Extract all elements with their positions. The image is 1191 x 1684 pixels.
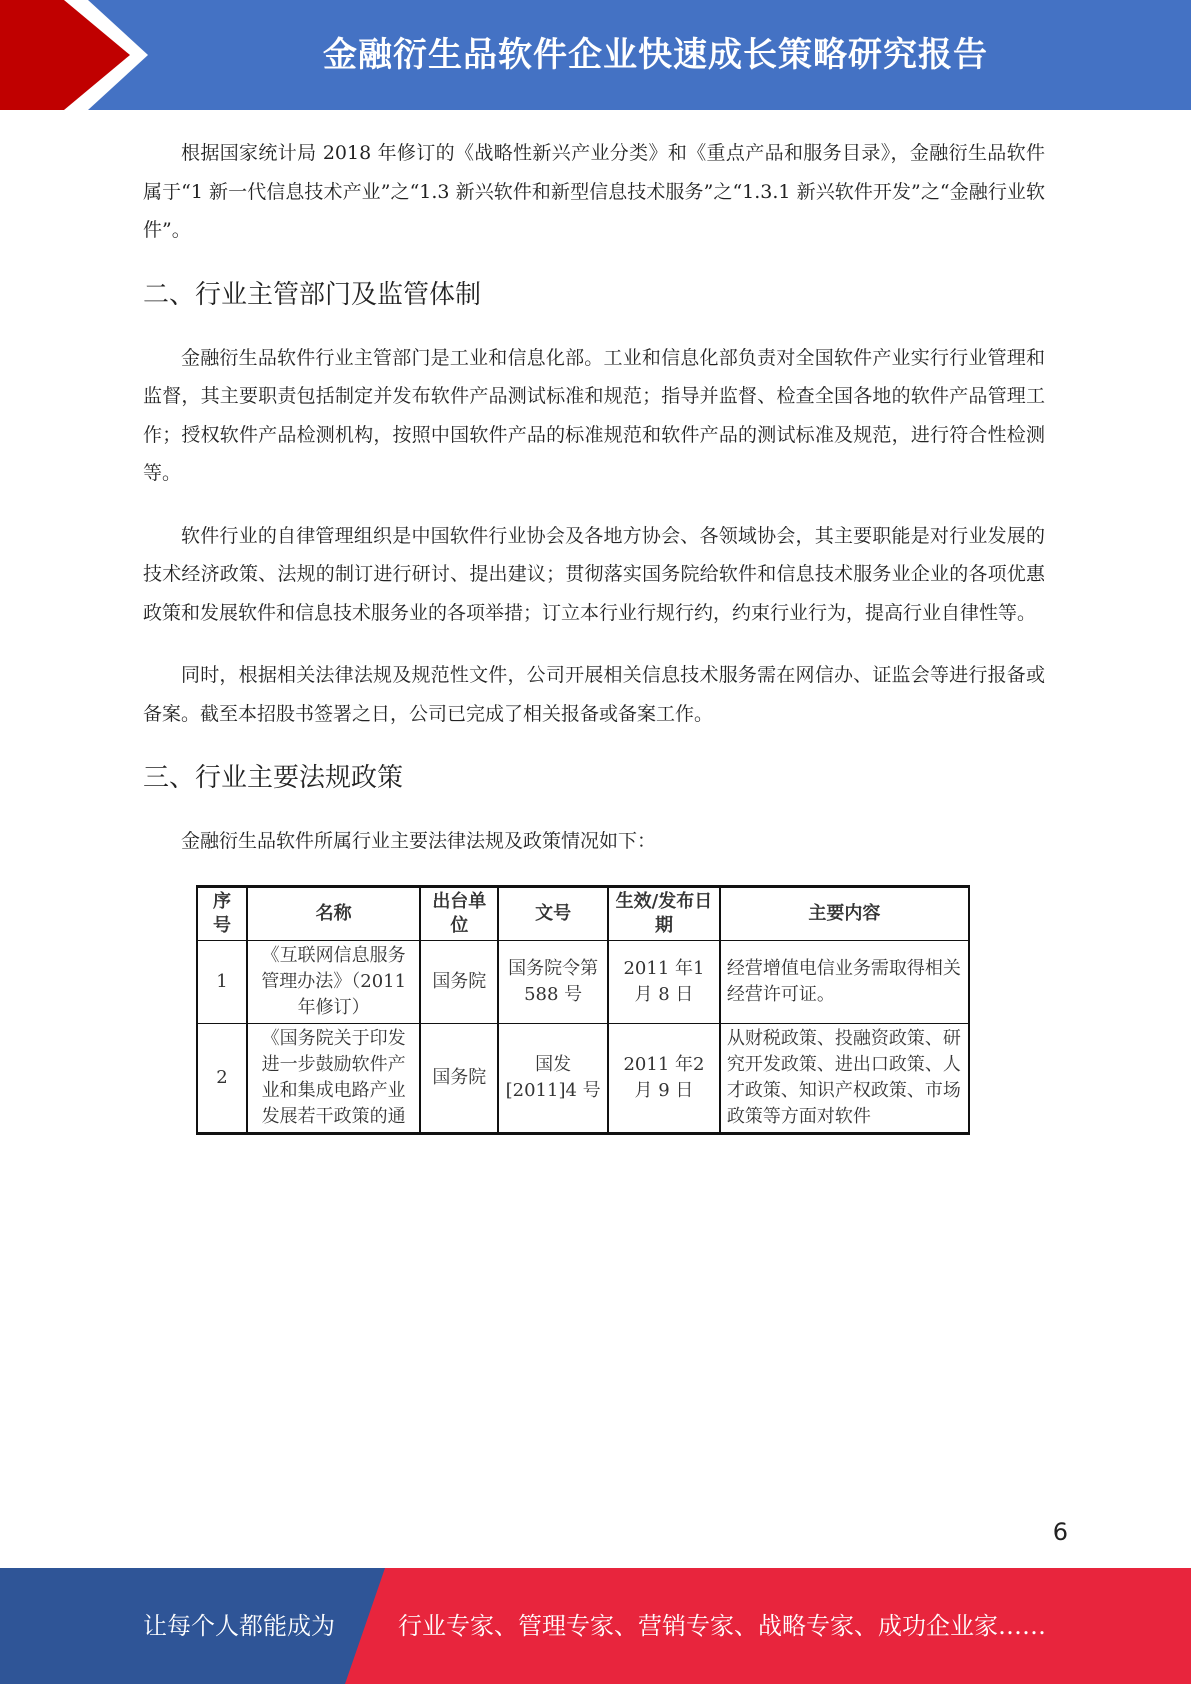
cell-doc-number: 国发[2011]4 号 — [498, 1023, 608, 1133]
page-footer — [0, 1568, 1191, 1684]
section-heading-regulators: 二、行业主管部门及监管体制 — [143, 279, 482, 310]
table-header-row — [197, 886, 969, 940]
header-date: 生效/发布日期 — [608, 886, 720, 940]
main-content — [143, 134, 1045, 1127]
cell-index: 1 — [197, 940, 247, 1023]
cell-date: 2011 年2 月 9 日 — [608, 1023, 720, 1133]
intro-paragraph: 根据国家统计局 2018 年修订的《战略性新兴产业分类》和《重点产品和服务目录》，金融衍生品软件属于“1 新一代信息技术产业”之“1.3 新兴软件和新型信息技术服务”之“1.3.1 新兴软件开发”之“金融行业软件”。 — [143, 142, 1045, 241]
report-title: 金融衍生品软件企业快速成长策略研究报告 — [323, 35, 988, 75]
page-header — [0, 0, 1191, 110]
page-number: 6 — [1052, 1518, 1068, 1546]
policy-table — [196, 885, 970, 1135]
section-heading-policies: 三、行业主要法规政策 — [143, 763, 404, 793]
cell-index: 2 — [197, 1023, 247, 1133]
table-row — [197, 940, 969, 1023]
header-doc-number: 文号 — [498, 886, 608, 940]
cell-issuer: 国务院 — [420, 1023, 498, 1133]
header-index: 序号 — [197, 886, 247, 940]
cell-content: 经营增值电信业务需取得相关经营许可证。 — [720, 940, 969, 1023]
policy-intro: 金融衍生品软件所属行业主要法律法规及政策情况如下： — [181, 830, 657, 852]
cell-name: 《国务院关于印发进一步鼓励软件产业和集成电路产业发展若干政策的通 — [247, 1023, 421, 1133]
paragraph-filing: 同时，根据相关法律法规及规范性文件，公司开展相关信息技术服务需在网信办、证监会等进行报备或备案。截至本招股书签署之日，公司已完成了相关报备或备案工作。 — [143, 664, 1045, 725]
cell-date: 2011 年1 月 8 日 — [608, 940, 720, 1023]
footer-slogan-left: 让每个人都能成为 — [143, 1612, 335, 1640]
cell-content: 从财税政策、投融资政策、研究开发政策、进出口政策、人才政策、知识产权政策、市场政策等方面对软件 — [720, 1023, 969, 1133]
header-content: 主要内容 — [720, 886, 969, 940]
cell-name: 《互联网信息服务管理办法》（2011年修订） — [247, 940, 421, 1023]
cell-issuer: 国务院 — [420, 940, 498, 1023]
table-row — [197, 1023, 969, 1133]
cell-doc-number: 国务院令第 588 号 — [498, 940, 608, 1023]
policy-table-wrapper — [196, 885, 970, 1127]
header-issuer: 出台单位 — [420, 886, 498, 940]
paragraph-self-regulation: 软件行业的自律管理组织是中国软件行业协会及各地方协会、各领域协会，其主要职能是对行业发展的技术经济政策、法规的制订进行研讨、提出建议；贯彻落实国务院给软件和信息技术服务业企业的各项优惠政策和发展软件和信息技术服务业的各项举措；订立本行业行规行约，约束行业行为，提高行业自律性等。 — [143, 524, 1045, 624]
footer-slogan-right: 行业专家、管理专家、营销专家、战略专家、成功企业家…… — [398, 1612, 1046, 1640]
header-name: 名称 — [247, 886, 421, 940]
paragraph-regulator: 金融衍生品软件行业主管部门是工业和信息化部。工业和信息化部负责对全国软件产业实行行业管理和监督，其主要职责包括制定并发布软件产品测试标准和规范；指导并监督、检查全国各地的软件产品管理工作；授权软件产品检测机构，按照中国软件产品的标准规范和软件产品的测试标准及规范，进行符合性检测等。 — [143, 346, 1045, 484]
